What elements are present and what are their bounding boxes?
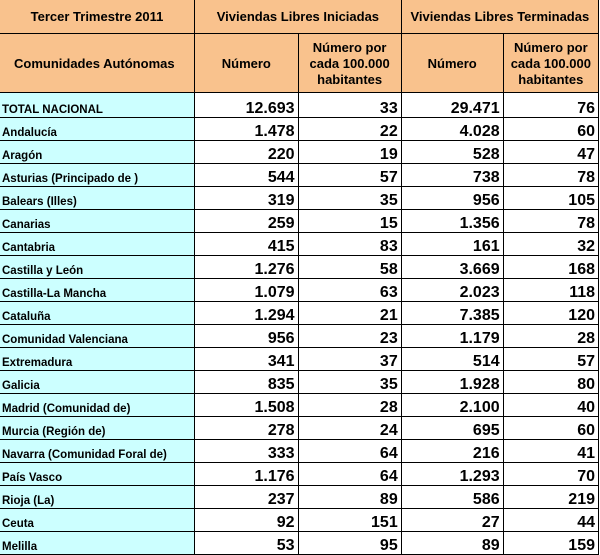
started-number-cell: 259 <box>195 210 299 233</box>
started-number-cell: 1.276 <box>195 256 299 279</box>
table-row <box>0 93 599 118</box>
finished-number-cell: 514 <box>401 348 503 371</box>
started-rate-header: Número por cada 100.000 habitantes <box>298 34 401 93</box>
region-cell: Melilla <box>0 532 195 555</box>
finished-number-cell: 2.023 <box>401 279 503 302</box>
started-number-cell: 333 <box>195 440 299 463</box>
region-column-header: Comunidades Autónomas <box>0 34 195 93</box>
table-row <box>0 233 599 256</box>
region-cell: Asturias (Principado de ) <box>0 164 195 187</box>
started-rate-cell: 89 <box>298 486 401 509</box>
started-number-cell: 278 <box>195 417 299 440</box>
table-row <box>0 417 599 440</box>
finished-number-cell: 7.385 <box>401 302 503 325</box>
started-rate-cell: 151 <box>298 509 401 532</box>
finished-number-cell: 4.028 <box>401 118 503 141</box>
started-number-cell: 1.079 <box>195 279 299 302</box>
started-rate-cell: 21 <box>298 302 401 325</box>
header-row-groups <box>0 0 599 34</box>
region-cell: Cantabria <box>0 233 195 256</box>
finished-rate-cell: 41 <box>503 440 598 463</box>
finished-rate-cell: 80 <box>503 371 598 394</box>
finished-rate-cell: 76 <box>503 93 598 118</box>
started-number-cell: 220 <box>195 141 299 164</box>
region-cell: Extremadura <box>0 348 195 371</box>
finished-number-cell: 1.293 <box>401 463 503 486</box>
region-cell: Murcia (Región de) <box>0 417 195 440</box>
started-rate-cell: 28 <box>298 394 401 417</box>
table-row <box>0 302 599 325</box>
region-cell: Ceuta <box>0 509 195 532</box>
table-row <box>0 279 599 302</box>
region-cell: Rioja (La) <box>0 486 195 509</box>
finished-number-cell: 738 <box>401 164 503 187</box>
header-row-columns <box>0 34 599 93</box>
finished-rate-cell: 60 <box>503 417 598 440</box>
started-rate-cell: 22 <box>298 118 401 141</box>
started-rate-cell: 33 <box>298 93 401 118</box>
finished-number-cell: 89 <box>401 532 503 555</box>
region-cell: Castilla y León <box>0 256 195 279</box>
finished-number-cell: 695 <box>401 417 503 440</box>
table-row <box>0 394 599 417</box>
started-rate-cell: 63 <box>298 279 401 302</box>
finished-rate-cell: 57 <box>503 348 598 371</box>
table-row <box>0 371 599 394</box>
started-number-cell: 1.176 <box>195 463 299 486</box>
finished-number-cell: 2.100 <box>401 394 503 417</box>
started-rate-cell: 35 <box>298 371 401 394</box>
started-number-cell: 341 <box>195 348 299 371</box>
started-rate-cell: 83 <box>298 233 401 256</box>
started-number-cell: 1.478 <box>195 118 299 141</box>
region-cell: Aragón <box>0 141 195 164</box>
region-cell: Cataluña <box>0 302 195 325</box>
region-cell: Andalucía <box>0 118 195 141</box>
table-row <box>0 532 599 555</box>
table-row <box>0 118 599 141</box>
finished-number-cell: 216 <box>401 440 503 463</box>
finished-number-cell: 27 <box>401 509 503 532</box>
finished-rate-cell: 168 <box>503 256 598 279</box>
finished-rate-cell: 105 <box>503 187 598 210</box>
started-rate-cell: 23 <box>298 325 401 348</box>
table-row <box>0 348 599 371</box>
started-number-cell: 956 <box>195 325 299 348</box>
started-number-cell: 1.294 <box>195 302 299 325</box>
started-number-cell: 415 <box>195 233 299 256</box>
finished-rate-cell: 219 <box>503 486 598 509</box>
region-cell: TOTAL NACIONAL <box>0 93 195 118</box>
finished-rate-cell: 118 <box>503 279 598 302</box>
started-number-cell: 12.693 <box>195 93 299 118</box>
region-cell: Comunidad Valenciana <box>0 325 195 348</box>
started-number-cell: 319 <box>195 187 299 210</box>
started-group-header: Viviendas Libres Iniciadas <box>195 0 402 34</box>
region-cell: Madrid (Comunidad de) <box>0 394 195 417</box>
started-rate-cell: 64 <box>298 463 401 486</box>
table-body <box>0 93 599 555</box>
table-row <box>0 210 599 233</box>
finished-number-cell: 29.471 <box>401 93 503 118</box>
table-row <box>0 486 599 509</box>
finished-rate-cell: 60 <box>503 118 598 141</box>
finished-number-cell: 3.669 <box>401 256 503 279</box>
table-row <box>0 463 599 486</box>
started-rate-cell: 64 <box>298 440 401 463</box>
started-number-cell: 53 <box>195 532 299 555</box>
started-rate-cell: 15 <box>298 210 401 233</box>
started-number-cell: 237 <box>195 486 299 509</box>
finished-rate-cell: 44 <box>503 509 598 532</box>
started-rate-cell: 57 <box>298 164 401 187</box>
started-rate-cell: 24 <box>298 417 401 440</box>
started-rate-cell: 35 <box>298 187 401 210</box>
finished-number-cell: 1.928 <box>401 371 503 394</box>
finished-rate-cell: 32 <box>503 233 598 256</box>
started-rate-cell: 95 <box>298 532 401 555</box>
finished-rate-cell: 40 <box>503 394 598 417</box>
started-number-cell: 1.508 <box>195 394 299 417</box>
table-row <box>0 440 599 463</box>
region-cell: Galicia <box>0 371 195 394</box>
started-number-header: Número <box>195 34 299 93</box>
table-row <box>0 187 599 210</box>
finished-group-header: Viviendas Libres Terminadas <box>401 0 598 34</box>
finished-rate-cell: 70 <box>503 463 598 486</box>
finished-rate-cell: 78 <box>503 164 598 187</box>
finished-rate-cell: 28 <box>503 325 598 348</box>
region-cell: Balears (Illes) <box>0 187 195 210</box>
region-cell: Castilla-La Mancha <box>0 279 195 302</box>
started-number-cell: 544 <box>195 164 299 187</box>
finished-rate-cell: 120 <box>503 302 598 325</box>
table-row <box>0 164 599 187</box>
table-row <box>0 141 599 164</box>
table-row <box>0 325 599 348</box>
region-cell: Canarias <box>0 210 195 233</box>
finished-number-cell: 586 <box>401 486 503 509</box>
finished-rate-cell: 78 <box>503 210 598 233</box>
started-rate-cell: 58 <box>298 256 401 279</box>
finished-number-cell: 528 <box>401 141 503 164</box>
started-number-cell: 835 <box>195 371 299 394</box>
finished-number-cell: 1.179 <box>401 325 503 348</box>
table-row <box>0 509 599 532</box>
started-rate-cell: 19 <box>298 141 401 164</box>
started-rate-cell: 37 <box>298 348 401 371</box>
finished-rate-cell: 159 <box>503 532 598 555</box>
region-cell: Navarra (Comunidad Foral de) <box>0 440 195 463</box>
finished-rate-cell: 47 <box>503 141 598 164</box>
finished-number-header: Número <box>401 34 503 93</box>
started-number-cell: 92 <box>195 509 299 532</box>
finished-number-cell: 161 <box>401 233 503 256</box>
finished-number-cell: 1.356 <box>401 210 503 233</box>
finished-number-cell: 956 <box>401 187 503 210</box>
table-row <box>0 256 599 279</box>
finished-rate-header: Número por cada 100.000 habitantes <box>503 34 598 93</box>
period-header: Tercer Trimestre 2011 <box>0 0 195 34</box>
region-cell: País Vasco <box>0 463 195 486</box>
